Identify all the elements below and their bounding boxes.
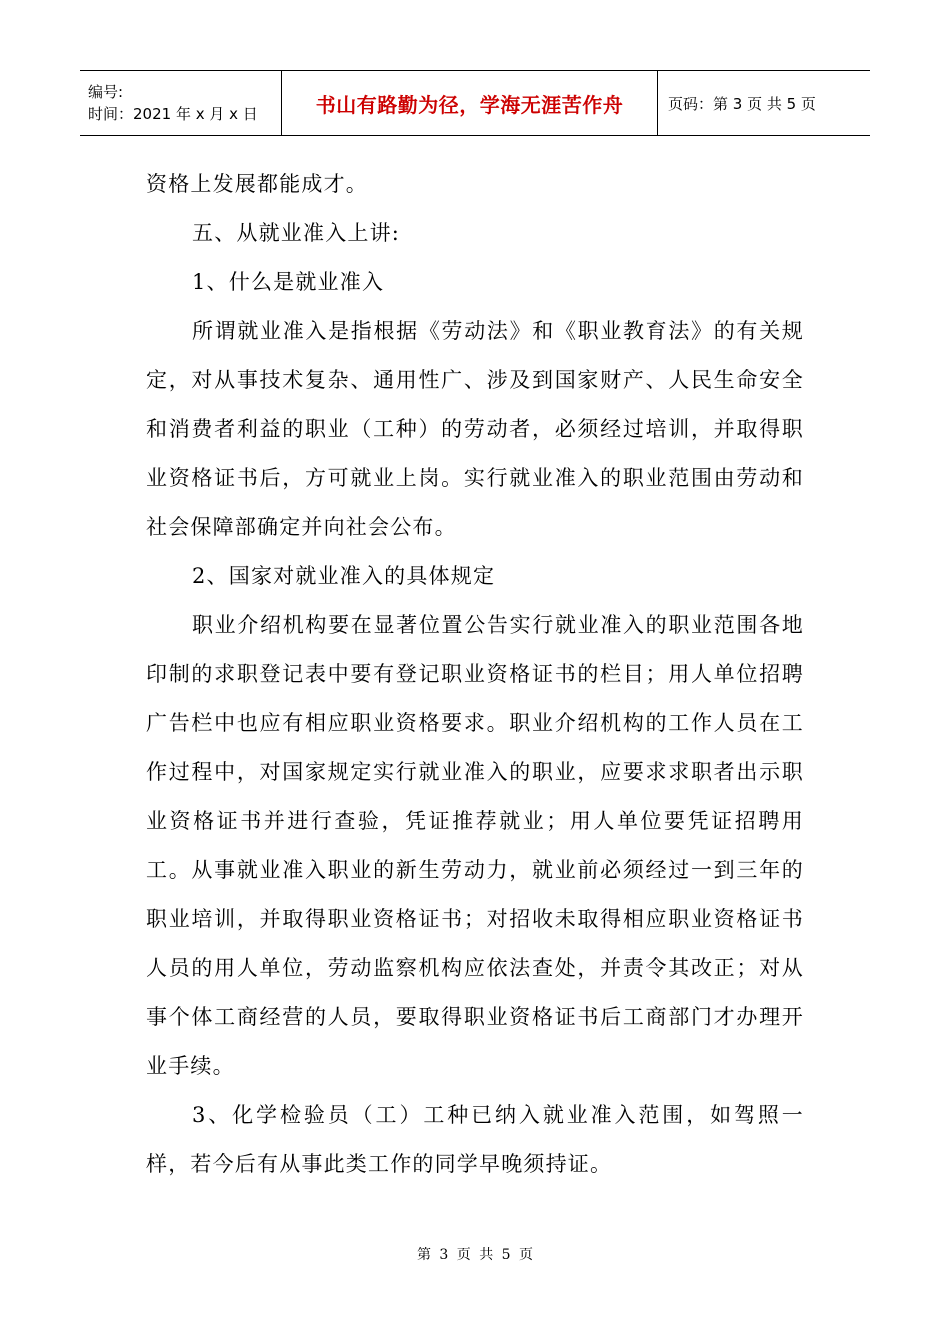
paragraph-definition: 所谓就业准入是指根据《劳动法》和《职业教育法》的有关规定，对从事技术复杂、通用性广、涉及到国家财产、人民生命安全和消费者利益的职业（工种）的劳动者，必须经过培训，并取得职业资格证书后，方可就业上岗。实行就业准入的职业范围由劳动和社会保障部确定并向社会公布。: [146, 319, 804, 539]
paragraph-chemical-inspector: 3、化学检验员（工）工种已纳入就业准入范围，如驾照一样，若今后有从事此类工作的同学早晚须持证。: [146, 1103, 804, 1176]
document-date-label: 时间：2021 年 x 月 x 日: [88, 105, 258, 123]
header-motto: 书山有路勤为径，学海无涯苦作舟: [315, 92, 624, 117]
document-number-label: 编号:: [88, 83, 124, 101]
paragraph-1: 资格上发展都能成才。: [146, 172, 368, 196]
subheading-2: 2、国家对就业准入的具体规定: [192, 564, 496, 588]
header-page-cell: [658, 71, 870, 135]
header-motto-cell: [282, 71, 658, 135]
page-footer: 第 3 页 共 5 页: [416, 1247, 534, 1263]
paragraph-regulations: 职业介绍机构要在显著位置公告实行就业准入的职业范围各地印制的求职登记表中要有登记职业资格证书的栏目；用人单位招聘广告栏中也应有相应职业资格要求。职业介绍机构的工作人员在工作过程中，对国家规定实行就业准入的职业，应要求求职者出示职业资格证书并进行查验，凭证推荐就业；用人单位要凭证招聘用工。从事就业准入职业的新生劳动力，就业前必须经过一到三年的职业培训，并取得职业资格证书；对招收未取得相应职业资格证书人员的用人单位，劳动监察机构应依法查处，并责令其改正；对从事个体工商经营的人员，要取得职业资格证书后工商部门才办理开业手续。: [146, 613, 804, 1078]
page-header: [80, 70, 870, 136]
header-meta: [80, 71, 282, 135]
section-heading-5: 五、从就业准入上讲:: [192, 221, 401, 245]
document-body: [146, 160, 804, 1189]
header-page-number: 页码：第 3 页 共 5 页: [668, 94, 816, 113]
subheading-1: 1、什么是就业准入: [192, 270, 385, 294]
